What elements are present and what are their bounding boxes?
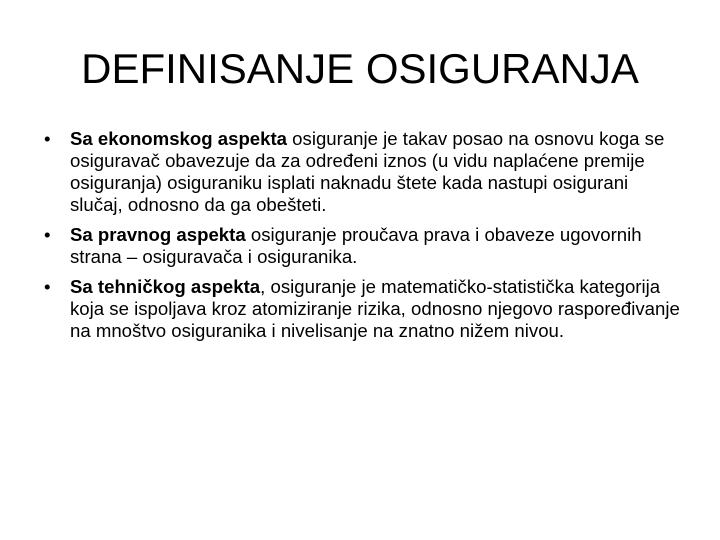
bullet-economic-aspect [44, 128, 684, 216]
bullet-legal-aspect [44, 224, 684, 268]
bullet-list [44, 128, 684, 350]
bullet-lead: Sa tehničkog aspekta [70, 276, 261, 297]
bullet-icon: • [44, 128, 51, 149]
bullet-lead: Sa pravnog aspekta [70, 224, 246, 245]
bullet-technical-aspect [44, 276, 684, 342]
bullet-icon: • [44, 276, 51, 297]
bullet-icon: • [44, 224, 51, 245]
bullet-text: osiguranje je takav posao na osnovu koga se osiguravač obavezuje da za određeni iznos (u vidu naplaćene premije osiguranja) osiguraniku isplati naknadu štete kada nastupi osigurani slučaj, odnosno da ga obešteti. [70, 128, 665, 215]
slide-title: DEFINISANJE OSIGURANJA [81, 45, 639, 92]
bullet-text: , osiguranje je matematičko-statistička kategorija koja se ispoljava kroz atomiziranje rizika, odnosno njegovo raspoređivanje na mnoštvo osiguranika i nivelisanje na znatno nižem nivou. [70, 276, 680, 341]
bullet-lead: Sa ekonomskog aspekta [70, 128, 288, 149]
bullet-text: osiguranje proučava prava i obaveze ugovornih strana – osiguravača i osiguranika. [70, 224, 642, 267]
